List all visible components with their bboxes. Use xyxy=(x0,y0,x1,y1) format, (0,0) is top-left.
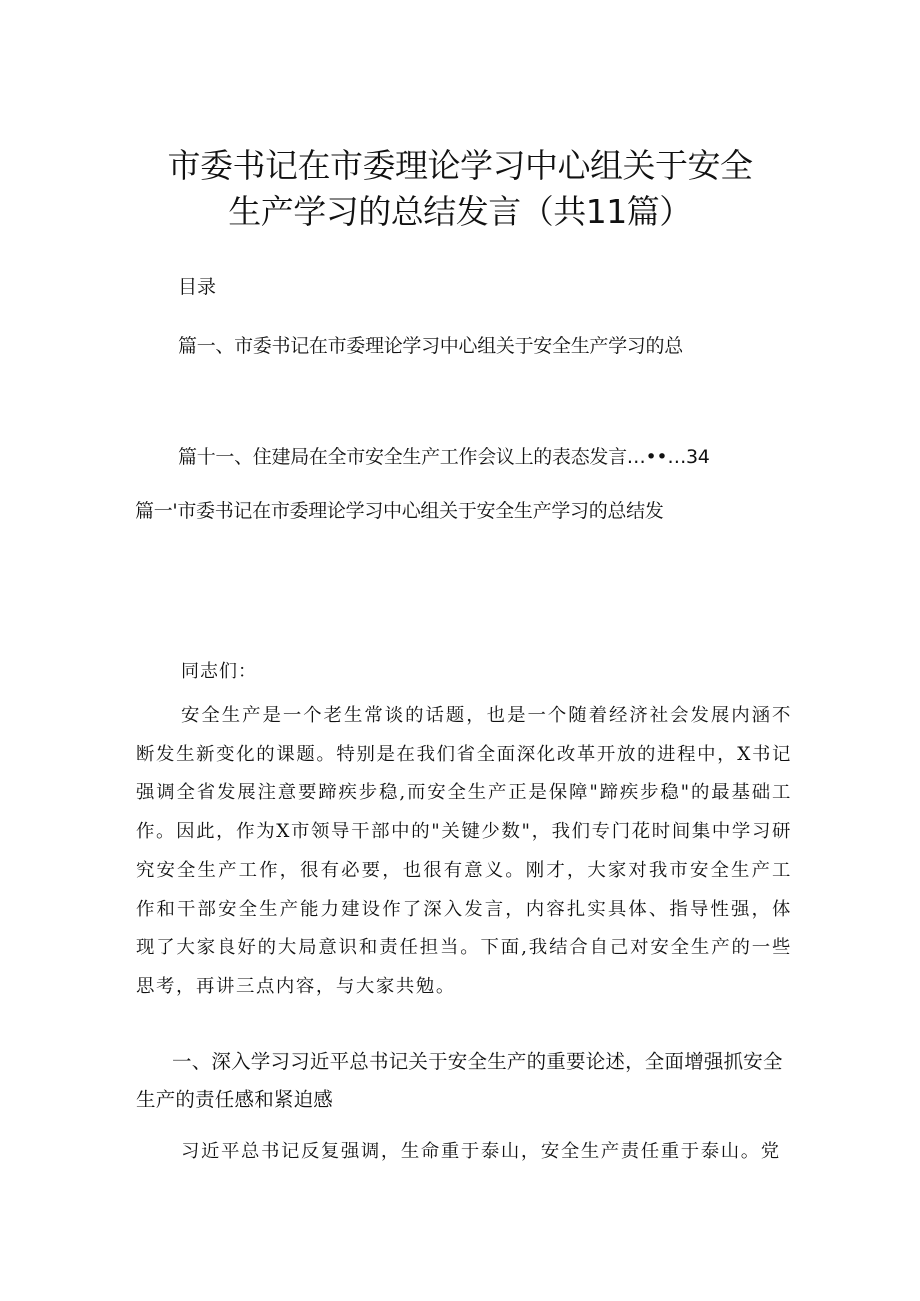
document-title xyxy=(110,143,810,235)
toc-item-11[interactable]: 篇十一、住建局在全市安全生产工作会议上的表态发言…••…34 xyxy=(178,446,710,468)
section-heading: 篇一'市委书记在市委理论学习中心组关于安全生产学习的总结发 xyxy=(135,500,664,522)
title-line-1: 市委书记在市委理论学习中心组关于安全 xyxy=(167,146,753,185)
body-paragraph-1: 安全生产是一个老生常谈的话题，也是一个随着经济社会发展内涵不断发生新变化的课题。特别是在我们省全面深化改革开放的进程中，X书记强调全省发展注意要蹄疾步稳,而安全生产正是保障"蹄疾步稳"的最基础工作。因此，作为X市领导干部中的"关键少数"，我们专门花时间集中学习研究安全生产工作，很有必要，也很有意义。刚才，大家对我市安全生产工作和干部安全生产能力建设作了深入发言，内容扎实具体、指导性强，体现了大家良好的大局意识和责任担当。下面,我结合自己对安全生产的一些思考，再讲三点内容，与大家共勉。 xyxy=(136,705,792,997)
toc-item-1[interactable]: 篇一、市委书记在市委理论学习中心组关于安全生产学习的总 xyxy=(178,335,683,357)
toc-label: 目录 xyxy=(178,276,217,298)
body-paragraph-2: 习近平总书记反复强调，生命重于泰山，安全生产责任重于泰山。党 xyxy=(181,1141,781,1162)
subheading-1: 一、深入学习习近平总书记关于安全生产的重要论述，全面增强抓安全生产的责任感和紧迫感 xyxy=(136,1050,783,1111)
greeting: 同志们： xyxy=(181,661,257,682)
title-line-2: 生产学习的总结发言（共11篇） xyxy=(228,192,692,231)
